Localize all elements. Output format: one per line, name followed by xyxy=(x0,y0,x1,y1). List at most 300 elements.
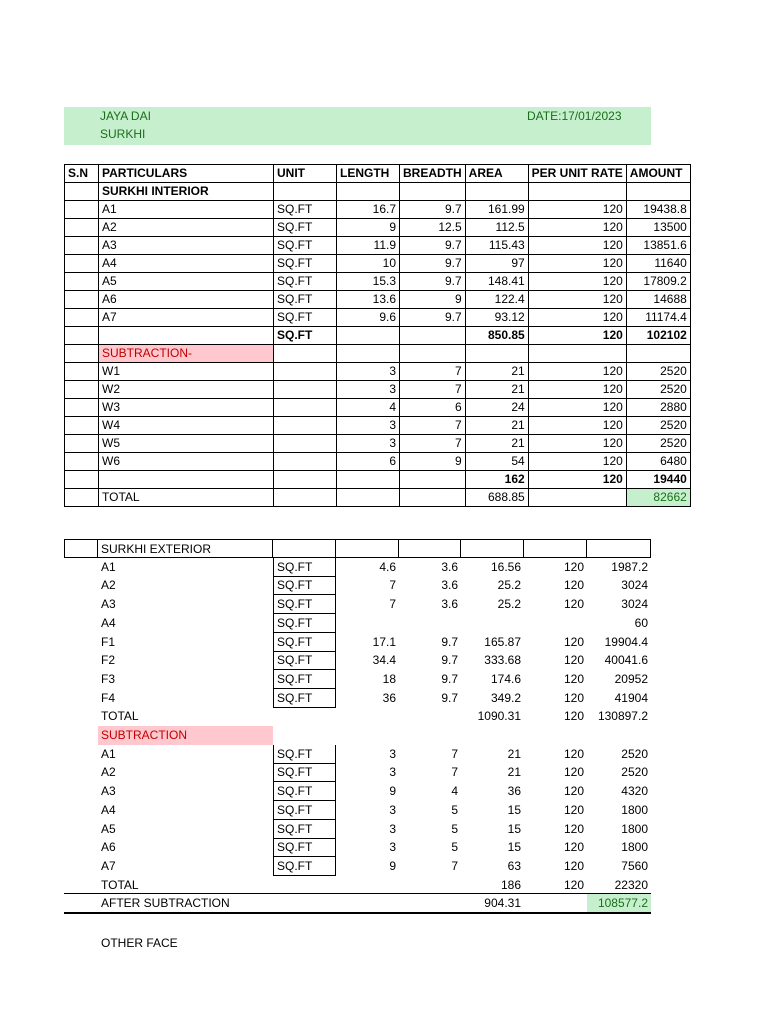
cell: 11.9 xyxy=(337,237,400,255)
cell: SQ.FT xyxy=(273,763,336,782)
cell: 2880 xyxy=(626,399,690,417)
after-subtraction-amount: 108577.2 xyxy=(587,894,651,913)
cell xyxy=(274,363,337,381)
cell: 15 xyxy=(507,802,521,817)
cell: 120 xyxy=(528,363,626,381)
cell: 15 xyxy=(507,821,521,836)
table-row xyxy=(65,363,691,381)
cell: 333.68 xyxy=(484,653,521,668)
cell: 7 xyxy=(451,765,458,780)
cell: 20952 xyxy=(614,671,648,686)
cell: 120 xyxy=(563,765,584,780)
table-row xyxy=(64,651,651,670)
cell: 122.4 xyxy=(465,291,528,309)
cell xyxy=(400,327,466,345)
cell xyxy=(64,539,98,558)
cell: 120 xyxy=(528,237,626,255)
cell: SQ.FT xyxy=(273,576,336,595)
cell: 9 xyxy=(389,858,396,873)
cell: 3.6 xyxy=(441,559,458,574)
cell: SQ.FT xyxy=(274,291,337,309)
cell: 9.7 xyxy=(441,690,458,705)
cell: SQ.FT xyxy=(273,558,336,577)
cell: 7 xyxy=(389,597,396,612)
table-row xyxy=(65,291,691,309)
table-row xyxy=(64,576,651,595)
cell: 19438.8 xyxy=(626,201,690,219)
cell: 40041.6 xyxy=(604,653,648,668)
cell xyxy=(65,219,99,237)
cell: 7 xyxy=(400,363,466,381)
subtraction-total-amount: 22320 xyxy=(614,877,648,892)
cell: 120 xyxy=(563,858,584,873)
cell: 7 xyxy=(400,417,466,435)
total-amount: 130897.2 xyxy=(597,709,648,724)
total-amount: 82662 xyxy=(626,489,690,507)
column-header: UNIT xyxy=(274,165,337,183)
cell: 3.6 xyxy=(441,597,458,612)
cell: 3024 xyxy=(621,597,648,612)
total-rate: 120 xyxy=(563,709,584,724)
cell: 10 xyxy=(337,255,400,273)
cell xyxy=(461,614,524,633)
grand-total-row xyxy=(65,489,691,507)
subtraction-total-label: TOTAL xyxy=(101,877,139,892)
cell: A1 xyxy=(101,559,116,574)
cell: 120 xyxy=(528,309,626,327)
cell: 25.2 xyxy=(497,578,521,593)
cell: 120 xyxy=(528,381,626,399)
cell: 54 xyxy=(465,453,528,471)
cell: F3 xyxy=(101,671,116,686)
cell: 21 xyxy=(465,435,528,453)
cell xyxy=(524,614,587,633)
cell: 120 xyxy=(528,201,626,219)
cell: 2520 xyxy=(621,746,648,761)
cell: SQ.FT xyxy=(273,820,336,839)
table-row xyxy=(65,273,691,291)
subtotal-area: 850.85 xyxy=(465,327,528,345)
cell: 13.6 xyxy=(337,291,400,309)
cell: SQ.FT xyxy=(274,255,337,273)
cell: 9.7 xyxy=(400,201,466,219)
cell xyxy=(65,255,99,273)
cell: 9.6 xyxy=(337,309,400,327)
cell: 7 xyxy=(400,381,466,399)
cell: 9.7 xyxy=(400,309,466,327)
cell: 41904 xyxy=(614,690,648,705)
cell: SQ.FT xyxy=(274,219,337,237)
section-title: SURKHI EXTERIOR xyxy=(98,539,273,558)
table-header-row xyxy=(65,165,691,183)
cell xyxy=(400,183,466,201)
cell: 5 xyxy=(451,840,458,855)
cell: 34.4 xyxy=(372,653,396,668)
cell xyxy=(337,471,400,489)
cell: A3 xyxy=(101,784,116,799)
cell xyxy=(65,381,99,399)
work-title: SURKHI xyxy=(100,127,146,141)
cell xyxy=(524,539,587,558)
cell: 349.2 xyxy=(490,690,521,705)
column-header: BREADTH xyxy=(400,165,466,183)
cell: 5 xyxy=(451,821,458,836)
cell: 9.7 xyxy=(400,255,466,273)
cell: 7560 xyxy=(621,858,648,873)
cell: 2520 xyxy=(626,363,690,381)
cell: 21 xyxy=(507,765,521,780)
cell: 120 xyxy=(563,840,584,855)
column-header: LENGTH xyxy=(337,165,400,183)
column-header: AREA xyxy=(465,165,528,183)
cell: 120 xyxy=(528,273,626,291)
cell: 13500 xyxy=(626,219,690,237)
cell: 3 xyxy=(389,746,396,761)
cell: SQ.FT xyxy=(274,237,337,255)
table-row xyxy=(64,857,651,876)
cell xyxy=(528,183,626,201)
cell: A1 xyxy=(99,201,274,219)
cell: A6 xyxy=(99,291,274,309)
cell: 9 xyxy=(389,784,396,799)
cell: SQ.FT xyxy=(273,801,336,820)
cell: SQ.FT xyxy=(273,838,336,857)
subtraction-total-area: 162 xyxy=(465,471,528,489)
cell: A3 xyxy=(101,597,116,612)
cell: 3 xyxy=(389,765,396,780)
cell: SQ.FT xyxy=(273,595,336,614)
cell: 120 xyxy=(563,746,584,761)
other-face-row xyxy=(64,934,651,953)
cell: 120 xyxy=(563,671,584,686)
cell: 148.41 xyxy=(465,273,528,291)
cell xyxy=(274,471,337,489)
cell xyxy=(99,327,274,345)
date-label: DATE:17/01/2023 xyxy=(527,109,622,123)
table-row xyxy=(65,201,691,219)
cell xyxy=(274,489,337,507)
cell xyxy=(337,489,400,507)
cell xyxy=(626,183,690,201)
table-row xyxy=(64,782,651,801)
subtraction-total-rate: 120 xyxy=(563,877,584,892)
cell xyxy=(626,345,690,363)
total-label: TOTAL xyxy=(99,489,274,507)
cell: 3 xyxy=(337,381,400,399)
cell: 97 xyxy=(465,255,528,273)
cell: 14688 xyxy=(626,291,690,309)
cell: 13851.6 xyxy=(626,237,690,255)
subtraction-total-area: 186 xyxy=(500,877,521,892)
cell: A5 xyxy=(99,273,274,291)
cell: 4 xyxy=(451,784,458,799)
table-row xyxy=(65,219,691,237)
cell xyxy=(274,399,337,417)
cell: 24 xyxy=(465,399,528,417)
cell: SQ.FT xyxy=(273,614,336,633)
table-row xyxy=(65,453,691,471)
cell: 120 xyxy=(528,417,626,435)
cell xyxy=(337,183,400,201)
cell: SQ.FT xyxy=(274,201,337,219)
cell xyxy=(65,309,99,327)
cell xyxy=(528,489,626,507)
cell xyxy=(336,539,399,558)
cell: SQ.FT xyxy=(273,651,336,670)
cell: 120 xyxy=(528,291,626,309)
cell: 6 xyxy=(400,399,466,417)
cell: 161.99 xyxy=(465,201,528,219)
cell: SQ.FT xyxy=(273,633,336,652)
table-row xyxy=(64,801,651,820)
cell: A2 xyxy=(99,219,274,237)
cell: 17.1 xyxy=(372,634,396,649)
cell: 25.2 xyxy=(497,597,521,612)
cell: A4 xyxy=(101,802,116,817)
cell: W5 xyxy=(99,435,274,453)
cell xyxy=(65,453,99,471)
client-name: JAYA DAI xyxy=(100,109,151,123)
cell: 63 xyxy=(507,858,521,873)
cell: 19904.4 xyxy=(604,634,648,649)
subtraction-label-row xyxy=(64,726,651,745)
cell: 36 xyxy=(382,690,396,705)
cell: W2 xyxy=(99,381,274,399)
cell: 7 xyxy=(389,578,396,593)
cell xyxy=(65,471,99,489)
subtraction-label: SUBTRACTION- xyxy=(99,345,274,363)
subtraction-label-row xyxy=(65,345,691,363)
cell xyxy=(65,291,99,309)
table-row xyxy=(64,633,651,652)
table-row xyxy=(64,838,651,857)
total-label: TOTAL xyxy=(101,709,139,724)
cell: 120 xyxy=(563,821,584,836)
subtotal-row xyxy=(65,327,691,345)
column-header: PARTICULARS xyxy=(99,165,274,183)
subtotal-rate: 120 xyxy=(528,327,626,345)
cell: 4 xyxy=(337,399,400,417)
table-row xyxy=(65,399,691,417)
cell: 120 xyxy=(563,653,584,668)
cell: 9 xyxy=(400,291,466,309)
after-subtraction-area: 904.31 xyxy=(484,896,521,911)
cell xyxy=(274,345,337,363)
cell xyxy=(465,183,528,201)
section-title: SURKHI INTERIOR xyxy=(99,183,274,201)
cell: A6 xyxy=(101,840,116,855)
cell: 3.6 xyxy=(441,578,458,593)
table-row xyxy=(64,745,651,764)
cell: A7 xyxy=(101,858,116,873)
cell xyxy=(337,327,400,345)
header-band xyxy=(64,107,651,145)
cell: 21 xyxy=(465,381,528,399)
subtraction-total-row xyxy=(64,876,651,895)
cell: 6 xyxy=(337,453,400,471)
cell xyxy=(65,273,99,291)
cell: A4 xyxy=(99,255,274,273)
cell xyxy=(65,345,99,363)
cell: 7 xyxy=(451,746,458,761)
cell: 18 xyxy=(382,671,396,686)
cell: W4 xyxy=(99,417,274,435)
section-title-row xyxy=(65,183,691,201)
total-area: 1090.31 xyxy=(477,709,521,724)
cell: 120 xyxy=(563,690,584,705)
cell xyxy=(65,489,99,507)
cell: 9.7 xyxy=(441,671,458,686)
cell: 93.12 xyxy=(465,309,528,327)
cell: A5 xyxy=(101,821,116,836)
cell: 11640 xyxy=(626,255,690,273)
cell xyxy=(274,453,337,471)
cell: 11174.4 xyxy=(626,309,690,327)
cell: A4 xyxy=(101,615,116,630)
cell: 21 xyxy=(465,363,528,381)
cell: SQ.FT xyxy=(273,745,336,764)
cell xyxy=(400,345,466,363)
cell xyxy=(65,435,99,453)
cell xyxy=(587,539,651,558)
table-row xyxy=(64,614,651,633)
cell: SQ.FT xyxy=(273,782,336,801)
cell: 120 xyxy=(563,634,584,649)
table-row xyxy=(65,309,691,327)
cell: 5 xyxy=(451,802,458,817)
table-row xyxy=(64,689,651,708)
cell: W6 xyxy=(99,453,274,471)
cell xyxy=(274,381,337,399)
cell: 120 xyxy=(563,784,584,799)
cell: 2520 xyxy=(626,381,690,399)
table-row xyxy=(65,417,691,435)
cell: 21 xyxy=(507,746,521,761)
cell xyxy=(65,237,99,255)
cell xyxy=(465,345,528,363)
subtotal-unit: SQ.FT xyxy=(274,327,337,345)
cell: W3 xyxy=(99,399,274,417)
cell: 7 xyxy=(451,858,458,873)
cell: 1800 xyxy=(621,802,648,817)
cell xyxy=(274,435,337,453)
after-subtraction-row xyxy=(64,894,651,913)
total-area: 688.85 xyxy=(465,489,528,507)
cell: 120 xyxy=(563,559,584,574)
cell: 2520 xyxy=(626,417,690,435)
cell: 36 xyxy=(507,784,521,799)
subtotal-amount: 102102 xyxy=(626,327,690,345)
cell xyxy=(99,471,274,489)
cell: 120 xyxy=(563,802,584,817)
cell: 3024 xyxy=(621,578,648,593)
total-row xyxy=(64,707,651,726)
table-row xyxy=(64,595,651,614)
cell: 2520 xyxy=(626,435,690,453)
cell: A1 xyxy=(101,746,116,761)
double-rule-line xyxy=(64,912,651,914)
cell: 1987.2 xyxy=(611,559,648,574)
section-title-row xyxy=(64,539,651,558)
subtraction-total-row xyxy=(65,471,691,489)
cell: 3 xyxy=(389,840,396,855)
table-row xyxy=(65,435,691,453)
cell: A7 xyxy=(99,309,274,327)
cell: 120 xyxy=(528,435,626,453)
cell: A2 xyxy=(101,578,116,593)
cell: SQ.FT xyxy=(273,670,336,689)
cell xyxy=(273,539,336,558)
table-row xyxy=(64,763,651,782)
cell: 17809.2 xyxy=(626,273,690,291)
cell xyxy=(274,183,337,201)
cell: 120 xyxy=(528,255,626,273)
cell: SQ.FT xyxy=(273,689,336,708)
cell xyxy=(274,417,337,435)
cell: 12.5 xyxy=(400,219,466,237)
cell: 9.7 xyxy=(400,273,466,291)
cell xyxy=(65,363,99,381)
cell: SQ.FT xyxy=(274,273,337,291)
cell: 9.7 xyxy=(441,634,458,649)
cell xyxy=(65,399,99,417)
cell xyxy=(399,614,461,633)
cell: 9 xyxy=(400,453,466,471)
table-row xyxy=(64,670,651,689)
cell: 16.7 xyxy=(337,201,400,219)
table-row xyxy=(64,820,651,839)
cell: 165.87 xyxy=(484,634,521,649)
cell: 120 xyxy=(563,578,584,593)
cell: 3 xyxy=(389,821,396,836)
cell: SQ.FT xyxy=(274,309,337,327)
table-row xyxy=(65,381,691,399)
cell: 7 xyxy=(400,435,466,453)
cell: SQ.FT xyxy=(273,857,336,876)
cell: F2 xyxy=(101,653,116,668)
cell: 6480 xyxy=(626,453,690,471)
cell: W1 xyxy=(99,363,274,381)
cell xyxy=(65,201,99,219)
cell: 120 xyxy=(528,399,626,417)
cell: 3 xyxy=(337,363,400,381)
cell xyxy=(65,183,99,201)
cell: 120 xyxy=(528,219,626,237)
table-row xyxy=(65,237,691,255)
cell xyxy=(337,345,400,363)
cell: F4 xyxy=(101,690,116,705)
cell: F1 xyxy=(101,634,116,649)
cell: 16.56 xyxy=(490,559,521,574)
cell xyxy=(400,471,466,489)
cell xyxy=(399,539,461,558)
cell xyxy=(336,614,399,633)
cell: 9.7 xyxy=(400,237,466,255)
cell: 4.6 xyxy=(379,559,396,574)
cell: 3 xyxy=(389,802,396,817)
subtraction-total-rate: 120 xyxy=(528,471,626,489)
cell: 3 xyxy=(337,435,400,453)
cell: 3 xyxy=(337,417,400,435)
cell: 112.5 xyxy=(465,219,528,237)
cell: 174.6 xyxy=(490,671,521,686)
cell xyxy=(65,327,99,345)
cell: 120 xyxy=(528,453,626,471)
cell: 1800 xyxy=(621,840,648,855)
rule-line xyxy=(64,893,651,894)
column-header: PER UNIT RATE xyxy=(528,165,626,183)
cell: 120 xyxy=(563,597,584,612)
